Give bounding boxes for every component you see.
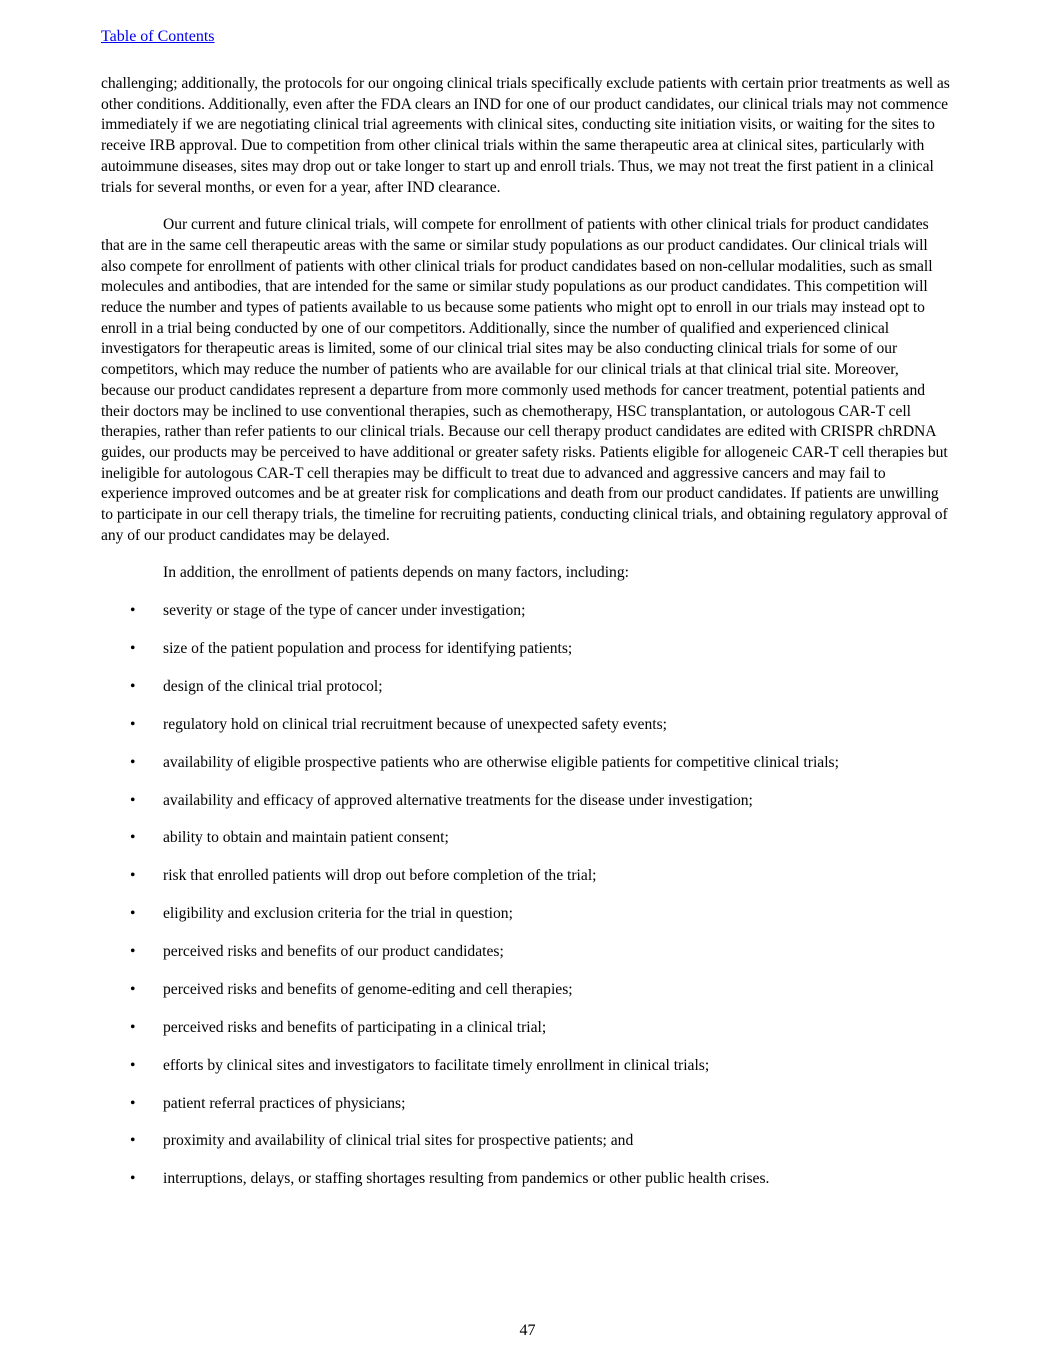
list-item-text: size of the patient population and process for identifying patients; — [163, 640, 573, 658]
bullet-icon: • — [130, 791, 136, 809]
list-item — [101, 904, 951, 925]
bullet-icon: • — [130, 715, 136, 733]
list-item — [101, 866, 951, 887]
table-of-contents-link[interactable]: Table of Contents — [101, 28, 215, 45]
bullet-icon: • — [130, 943, 136, 961]
bullet-icon: • — [130, 980, 136, 998]
bullet-icon: • — [130, 1018, 136, 1036]
list-item-text: regulatory hold on clinical trial recruitment because of unexpected safety events; — [163, 715, 667, 733]
list-item — [101, 601, 951, 622]
bullet-icon: • — [130, 867, 136, 885]
bullet-icon: • — [130, 677, 136, 695]
list-item-text: interruptions, delays, or staffing shortages resulting from pandemics or other public health crises. — [163, 1170, 770, 1188]
list-item — [101, 639, 951, 660]
paragraph-enrollment-intro: In addition, the enrollment of patients depends on many factors, including: — [163, 564, 629, 582]
list-item — [101, 753, 951, 774]
list-item-text: risk that enrolled patients will drop out before completion of the trial; — [163, 867, 597, 885]
paragraph-competition: Our current and future clinical trials, will compete for enrollment of patients with other clinical trials for product candidates that are in the same cell therapeutic areas with the same or similar study populations as our product candidates. Our clinical trials will also compete for enrollment of patients with other clinical trials for product candidates based on non-cellular modalities, such as small molecules and antibodies, that are intended for the same or similar study populations as our product candidates. This competition will reduce the number and types of patients available to us because some patients who might opt to enroll in our trials may instead opt to enroll in a trial being conducted by one of our competitors. Additionally, since the number of qualified and experienced clinical investigators for therapeutic areas is limited, some of our clinical trial sites may be also conducting clinical trials for some of our competitors, which may reduce the number of patients who are available for our clinical trials at that clinical trial site. Moreover, because our product candidates represent a departure from more commonly used methods for cancer treatment, potential patients and their doctors may be inclined to use conventional therapies, such as chemotherapy, HSC transplantation, or autologous CAR-T cell therapies, rather than refer patients to our clinical trials. Because our cell therapy product candidates are edited with CRISPR chRDNA guides, our products may be perceived to have additional or greater safety risks. Patients eligible for allogeneic CAR-T cell therapies but ineligible for autologous CAR-T cell therapies may be difficult to treat due to advanced and aggressive cancers and may fail to experience improved outcomes and be at greater risk for complications and death from our product candidates. If patients are unwilling to participate in our cell therapy trials, the timeline for recruiting patients, conducting clinical trials, and obtaining regulatory approval of any of our product candidates may be delayed. — [101, 216, 948, 544]
list-item — [101, 942, 951, 963]
bullet-icon: • — [130, 1056, 136, 1074]
document-body — [101, 74, 951, 1207]
list-item-text: perceived risks and benefits of genome-editing and cell therapies; — [163, 980, 573, 998]
list-item — [101, 1018, 951, 1039]
page-number: 47 — [519, 1322, 536, 1339]
list-item — [101, 791, 951, 812]
list-item — [101, 1131, 951, 1152]
list-item-text: efforts by clinical sites and investigators to facilitate timely enrollment in clinical trials; — [163, 1056, 710, 1074]
bullet-icon: • — [130, 1132, 136, 1150]
list-item-text: design of the clinical trial protocol; — [163, 677, 383, 695]
list-item-text: availability of eligible prospective patients who are otherwise eligible patients for competitive clinical trials; — [163, 753, 839, 771]
list-item-text: perceived risks and benefits of our product candidates; — [163, 943, 504, 961]
list-item-text: ability to obtain and maintain patient consent; — [163, 829, 449, 847]
bullet-icon: • — [130, 1094, 136, 1112]
paragraph-continuation: challenging; additionally, the protocols for our ongoing clinical trials specifically exclude patients with certain prior treatments as well as other conditions. Additionally, even after the FDA clears an IND for one of our product candidates, our clinical trials may not commence immediately if we are negotiating clinical trial agreements with clinical sites, conducting site initiation visits, or waiting for the sites to receive IRB approval. Due to competition from other clinical trials within the same therapeutic area at clinical sites, particularly with autoimmune diseases, sites may drop out or take longer to start up and enroll trials. Thus, we may not treat the first patient in a clinical trials for several months, or even for a year, after IND clearance. — [101, 75, 950, 196]
list-item — [101, 1056, 951, 1077]
list-item — [101, 715, 951, 736]
bullet-icon: • — [130, 1170, 136, 1188]
list-item-text: severity or stage of the type of cancer under investigation; — [163, 602, 526, 620]
list-item — [101, 1094, 951, 1115]
bullet-icon: • — [130, 829, 136, 847]
list-item — [101, 677, 951, 698]
bullet-icon: • — [130, 753, 136, 771]
enrollment-factors-list — [101, 601, 951, 1190]
bullet-icon: • — [130, 905, 136, 923]
list-item-text: proximity and availability of clinical trial sites for prospective patients; and — [163, 1132, 634, 1150]
list-item — [101, 828, 951, 849]
list-item — [101, 1169, 951, 1190]
bullet-icon: • — [130, 640, 136, 658]
list-item-text: eligibility and exclusion criteria for the trial in question; — [163, 905, 513, 923]
list-item-text: perceived risks and benefits of participating in a clinical trial; — [163, 1018, 547, 1036]
list-item-text: availability and efficacy of approved alternative treatments for the disease under investigation; — [163, 791, 753, 809]
list-item-text: patient referral practices of physicians; — [163, 1094, 406, 1112]
bullet-icon: • — [130, 602, 136, 620]
list-item — [101, 980, 951, 1001]
